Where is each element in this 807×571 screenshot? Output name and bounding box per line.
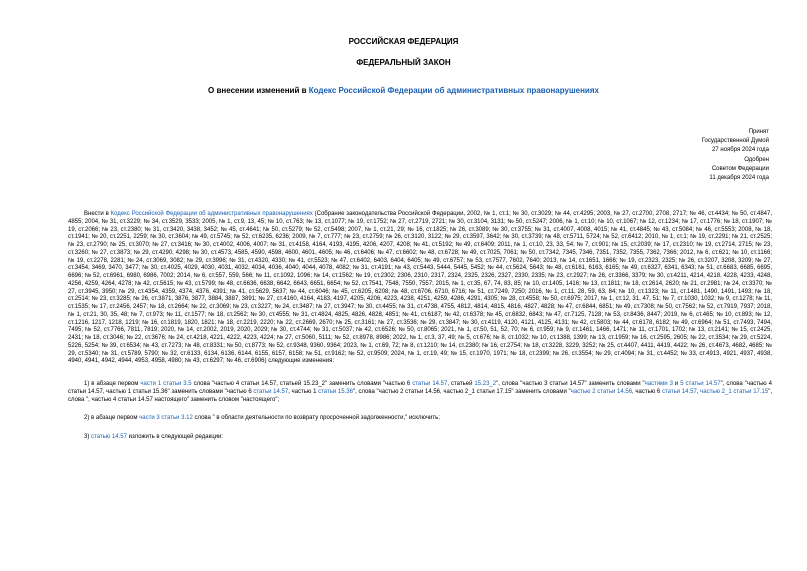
item3-text: изложить в следующей редакции: xyxy=(126,434,224,440)
law-title-prefix: О внесении изменений в xyxy=(208,86,309,95)
item1-link-9[interactable]: статьи 14.57 xyxy=(661,388,697,395)
item1-text: ", слова "частью 2 статьи 14.56, частью 2_1 статьи 17.15" заменить словами " xyxy=(352,388,571,395)
item3-text: 3) xyxy=(84,434,92,440)
item1-text: , частью 6 xyxy=(632,388,662,395)
item1-link-7[interactable]: статьи 15.36 xyxy=(318,388,353,395)
law-title xyxy=(0,86,807,95)
federation-heading: РОССИЙСКАЯ ФЕДЕРАЦИЯ xyxy=(348,37,459,46)
adopted-label: Принят xyxy=(748,129,769,135)
amendment-item-2 xyxy=(68,415,772,423)
item2-link-1[interactable]: части 3 статьи 3.12 xyxy=(139,415,193,422)
item1-text: и xyxy=(672,381,681,387)
adopted-date: 27 ноября 2024 года xyxy=(712,147,769,154)
intro-prefix: Внести в xyxy=(84,211,111,217)
item1-text: 1) в абзаце первом xyxy=(84,381,141,387)
amendment-item-3 xyxy=(68,434,772,442)
item1-text: , частью 1 xyxy=(288,388,319,395)
item1-link-10[interactable]: частью 2_1 статьи 17.15 xyxy=(700,388,769,395)
law-title-code-link[interactable]: Кодекс Российской Федерации об административных правонарушениях xyxy=(308,86,599,95)
item1-text: ", слова ", частью 4 статьи 14.57 настоящего" заменить словом "настоящего"; xyxy=(68,388,773,403)
approved-label: Одобрен xyxy=(744,156,769,163)
item1-link-3[interactable]: 15.23_2 xyxy=(474,381,497,387)
item1-link-2[interactable]: статьи 14.57 xyxy=(412,381,448,387)
item1-text: , xyxy=(696,388,701,395)
adoption-block xyxy=(702,128,769,183)
intro-paragraph xyxy=(68,211,772,366)
item3-link-1[interactable]: статью 14.57 xyxy=(91,434,127,440)
approved-date: 11 декабря 2024 года xyxy=(709,175,769,182)
item1-text: , статьей xyxy=(447,381,475,387)
amendment-item-1 xyxy=(68,381,772,404)
item2-text: слова " в области деятельности по возврату просроченной задолженности," исключить; xyxy=(192,415,440,422)
item1-text: ", слова "частью 4 статьи 14.57, частью 1 статьи 15.36" заменить словами "частью 6 xyxy=(68,381,772,395)
intro-text: (Собрание законодательства Российской Федерации, 2002, № 1, ст.1; № 30, ст.3029; № 44, ст.4295; 2003, № 27, ст.2700, 2708, 2717; № 46, ст.4434; № 50, ст.4847, 4855; 2004, № 31, ст.3229; № 34, ст.3529, 3533; 2005, № 1, ст.9, 13, 45; № 10, ст.763; № 13, ст.1077; № 19, ст.1752; № 27, ст.2719, 2721; № 30, ст.3104, 3131; № 50, ст.5247; 2006, № 1, ст.10; № 10, ст.1067; № 12, ст.1234; № 17, ст.1776; № 18, ст.1907; № 19, ст.2066; № 23, ст.2380; № 31, ст.3420, 3438, 3452; № 45, ст.4641; № 50, ст.5279; № 52, ст.5498; 2007, № 1, ст.21, 29; № 16, ст.1825; № 26, ст.3089; № 30, ст.3755; № 31, ст.4007, 4008, 4015; № 41, ст.4845; № 43, ст.5084; № 46, ст.5553; 2008, № 18, ст.1941; № 20, ст.2251, 2259; № 30, ст.3604; № 49, ст.5745; № 52, ст.6235, 6236; 2009, № 7, ст.777; № 23, ст.2759; № 26, ст.3120, 3122; № 29, ст.3597, 3642; № 30, ст.3739; № 48, ст.5711, 5724; № 52, ст.6412; 2010, № 1, ст.1; № 19, ст.2291; № 21, ст.2525; № 23, ст.2790; № 25, ст.3070; № 27, ст.3416; № 30, ст.4002, 4006, 4007; № 31, ст.4158, 4164, 4193, 4195, 4206, 4207, 4208; № 41, ст.5192; № 49, ст.6409; 2011, № 1, ст.10, 23, 33, 54; № 7, ст.901; № 15, ст.2039; № 17, ст.2310; № 19, ст.2714, 2715; № 23, ст.3260; № 27, ст.3873; № 29, ст.4290, 4298; № 30, ст.4573, 4585, 4590, 4598, 4600, 4601, 4605; № 46, ст.6406; № 47, ст.6602; № 48, ст.6728; № 49, ст.7025, 7061; № 50, ст.7342, 7345, 7346, 7351, 7352, 7355, 7362, 7366; 2012, № 6, ст.621; № 10, ст.1166; № 19, ст.2278, 2281; № 24, ст.3069, 3082; № 29, ст.3996; № 31, ст.4320, 4330; № 41, ст.5523; № 47, ст.6402, 6403, 6404, 6405; № 49, ст.6757; № 53, ст.7577, 7602, 7640; 2013, № 14, ст.1651, 1666; № 19, ст.2323, 2325; № 26, ст.3207, 3208, 3209; № 27, ст.3454, 3469, 3470, 3477; № 30, ст.4025, 4029, 4030, 4031, 4032, 4034, 4036, 4040, 4044, 4078, 4082; № 31, ст.4191; № 43, ст.5443, 5444, 5445, 5452; № 44, ст.5624, 5643; № 48, ст.6161, 6163, 6165; № 49, ст.6327, 6341, 6343; № 51, ст.6683, 6685, 6695, 6696; № 52, ст.6961, 6980, 6986, 7002; 2014, № 6, ст.557, 559, 566; № 11, ст.1092, 1096; № 14, ст.1562; № 19, ст.2302, 2306, 2310, 2317, 2324, 2325, 2326, 2327, 2330, 2335; № 23, ст.2927; № 26, ст.3366, 3379; № 30, ст.4211, 4214, 4218, 4228, 4233, 4248, 4256, 4259, 4264, 4278; № 42, ст.5615; № 43, ст.5799; № 48, ст.6636, 6638, 6642, 6643, 6651, 6654; № 52, ст.7541, 7548, 7550, 7557; 2015, № 1, ст.35, 67, 74, 83, 85; № 10, ст.1405, 1416; № 13, ст.1811; № 18, ст.2614, 2620; № 21, ст.2981; № 24, ст.3370; № 27, ст.3945, 3950; № 29, ст.4354, 4359, 4374, 4376, 4391; № 41, ст.5629, 5637; № 44, ст.6046; № 45, ст.6205, 6208; № 48, ст.6706, 6710, 6716; № 51, ст.7249, 7250; 2016, № 1, ст.11, 28, 59, 63, 84; № 10, ст.1323; № 11, ст.1481, 1490, 1491, 1493; № 18, ст.2514; № 23, ст.3285; № 26, ст.3871, 3876, 3877, 3884, 3887, 3891; № 27, ст.4160, 4164, 4183, 4197, 4205, 4206, 4223, 4238, 4251, 4259, 4286, 4291, 4305; № 28, ст.4558; № 50, ст.6975; 2017, № 1, ст.12, 31, 47, 51; № 7, ст.1030, 1032; № 9, ст.1278; № 11, ст.1535; № 17, ст.2456, 2457; № 18, ст.2664; № 22, ст.3069; № 23, ст.3227; № 24, ст.3487; № 27, ст.3947; № 30, ст.4455; № 31, ст.4738, 4755, 4812, 4814, 4815, 4816, 4827, 4828; № 47, ст.6844, 6851; № 49, ст.7308; № 50, ст.7562; № 52, ст.7919, 7937; 2018, № 1, ст.21, 30, 35, 48; № 7, ст.973; № 11, ст.1577; № 18, ст.2562; № 30, ст.4555; № 31, ст.4824, 4825, 4826, 4828, 4851; № 41, ст.6187; № 42, ст.6378; № 45, ст.6832, 6843; № 47, ст.7125, 7128; № 53, ст.8436, 8447; 2019, № 6, ст.465; № 10, ст.893; № 12, ст.1216, 1217, 1218, 1219; № 16, ст.1819, 1820, 1821; № 18, ст.2219, 2220; № 22, ст.2669, 2670; № 25, ст.3161; № 27, ст.3536; № 29, ст.3847; № 30, ст.4119, 4120, 4121, 4125, 4131; № 42, ст.5803; № 44, ст.6178, 6182; № 49, ст.6964; № 51, ст.7493, 7494, 7495; № 52, ст.7766, 7811, 7819; 2020, № 14, ст.2002, 2019, 2020, 2029; № 30, ст.4744; № 31, ст.5037; № 42, ст.6526; № 50, ст.8065; 2021, № 1, ст.50, 51, 52, 70; № 6, ст.959; № 9, ст.1461, 1466, 1471; № 11, ст.1701, 1702; № 13, ст.2141; № 15, ст.2425, 2431; № 18, ст.3046; № 22, ст.3676; № 24, ст.4218, 4221, 4222, 4223, 4224; № 27, ст.5060, 5111; № 52, ст.8978, 8986; 2022, № 1, ст.3, 37, 49; № 5, ст.676; № 8, ст.1032; № 10, ст.1388, 1399; № 13, ст.1959; № 16, ст.2595, 2605; № 22, ст.3534; № 29, ст.5224, 5226, 5254; № 39, ст.6534; № 43, ст.7273; № 48, ст.8331; № 50, ст.8773; № 52, ст.9348, 9360, 9364; 2023, № 1, ст.69, 72; № 8, ст.1210; № 14, ст.2380; № 16, ст.2754; № 18, ст.3228, 3229, 3252; № 25, ст.4407, 4411, 4419, 4422; № 26, ст.4673, 4682, 4685; № 29, ст.5340; № 31, ст.5789, 5790; № 32, ст.6133, 6134, 6136, 6144, 6155, 6157, 6158; № 51, ст.9162; № 52, ст.9509; 2024, № 1, ст.19, 49; № 15, ст.1970, 1971; № 18, ст.2399; № 26, ст.3554; № 29, ст.4094; № 31, ст.4452; № 33, ст.4913, 4921, 4937, 4938, 4940, 4941, 4942, 4944, 4953, 4958, 4980; № 43, ст.6297; № 46, ст.6906) следующие изменения: xyxy=(68,211,772,365)
law-type-heading: ФЕДЕРАЛЬНЫЙ ЗАКОН xyxy=(356,58,451,67)
item1-link-8[interactable]: частью 2 статьи 14.56 xyxy=(570,388,633,395)
item1-link-4[interactable]: частями 3 xyxy=(644,381,673,387)
item1-link-5[interactable]: 5 статьи 14.57 xyxy=(680,381,721,387)
adopted-by: Государственной Думой xyxy=(701,138,769,145)
item1-link-6[interactable]: статьи 14.57 xyxy=(253,388,289,395)
item1-link-1[interactable]: части 1 статьи 3.5 xyxy=(140,381,192,387)
item2-text: 2) в абзаце первом xyxy=(84,415,140,422)
law-body xyxy=(68,211,772,453)
intro-code-link[interactable]: Кодекс Российской Федерации об административных правонарушениях xyxy=(110,211,313,217)
approved-by: Советом Федерации xyxy=(711,165,769,172)
item1-text: ", слова "частью 3 статьи 14.57" заменить словами " xyxy=(496,381,645,387)
item1-text: слова "частью 4 статьи 14.57, статьей 15.23_2" заменить словами "частью 6 xyxy=(191,381,413,387)
